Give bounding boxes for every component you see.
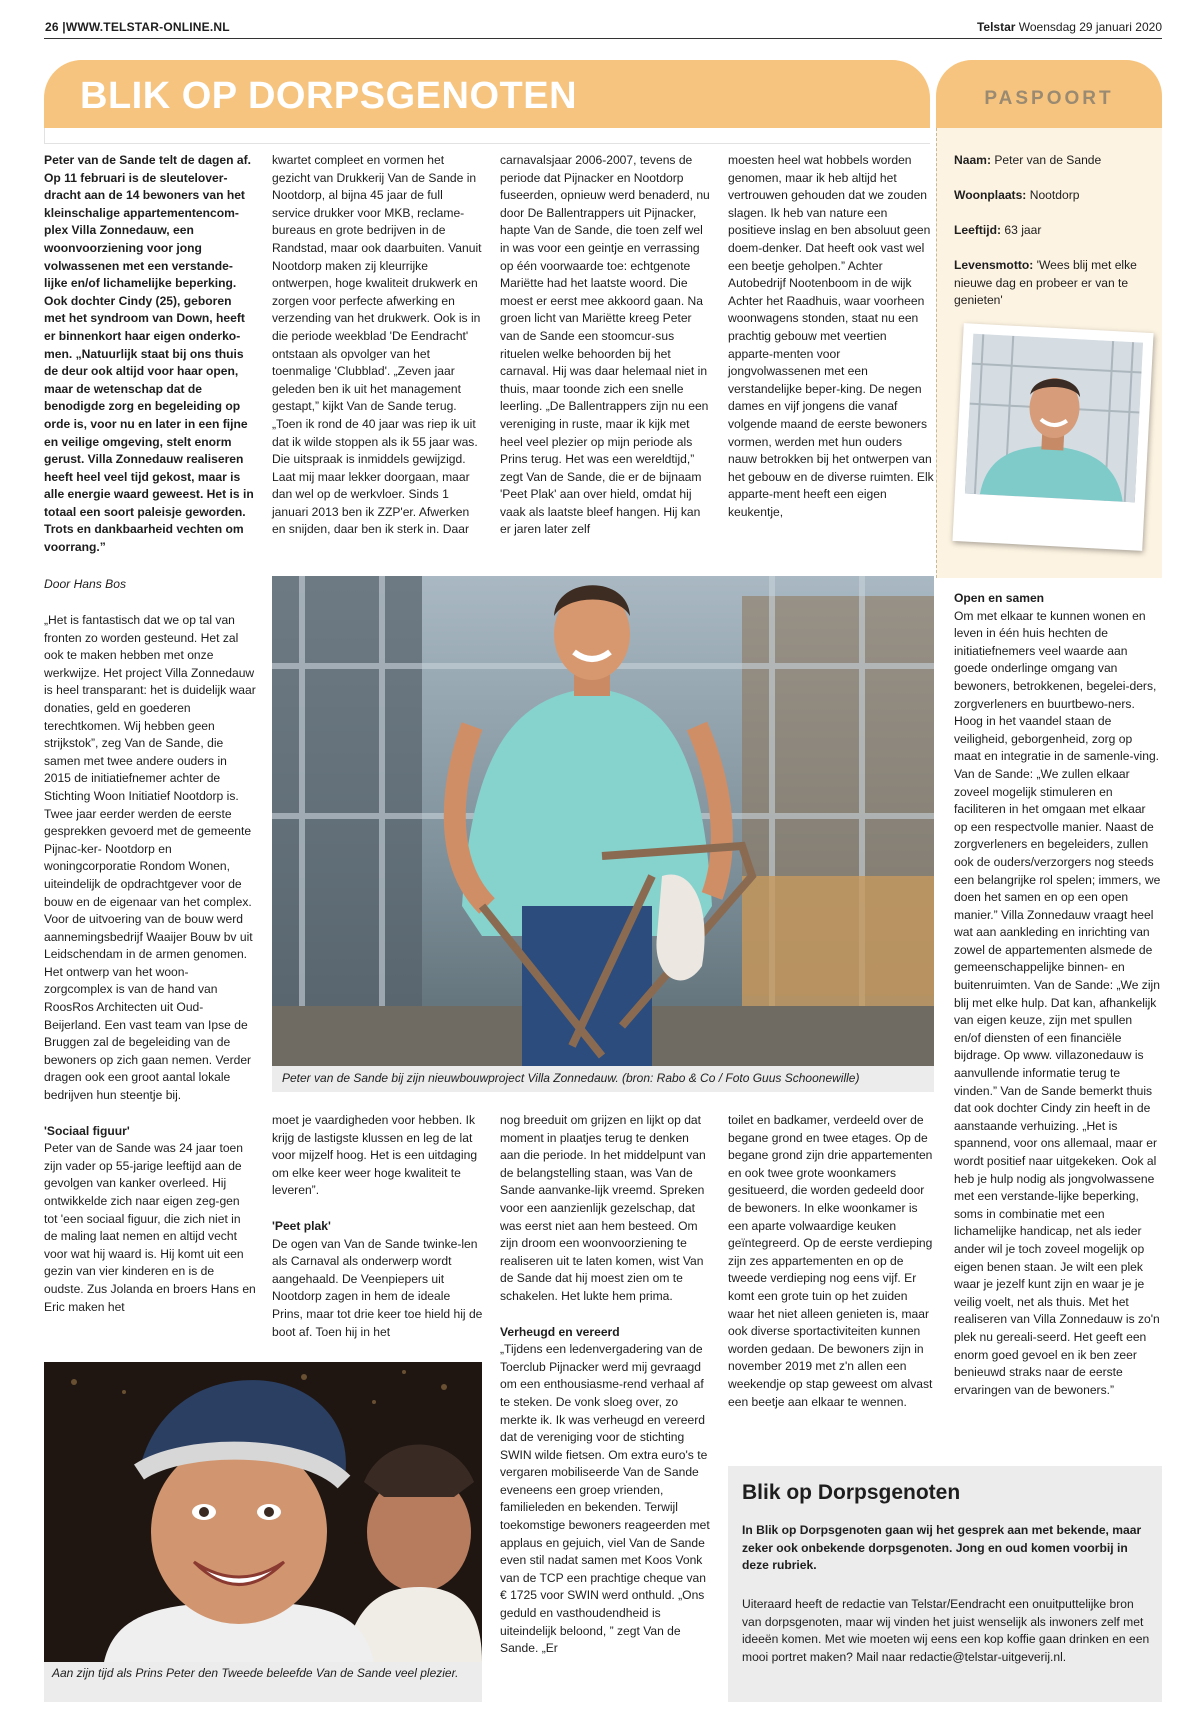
column-1-paragraph: Peter van de Sande was 24 jaar toen zijn vader op 55-jarige leeftijd aan de gevolgen van kanker overleed. Hij ontwikkelde zich naar eigen zeg-gen tot 'een sociaal figuur, die zich niet in de maling laat nemen en altijd vecht voor wat hij waard is. Hij komt uit een gezin van vier kinderen en is de oudste. Zus Jolanda en broers Hans en Eric maken het xyxy=(44,1141,256,1314)
column-4-bottom: toilet en badkamer, verdeeld over de begane grond en twee etages. Op de begane grond zijn drie appartementen en ook twee grote woonkamers gesitueerd, die worden gedeeld door de bewoners. In elke woonkamer is een aparte volwaardige keuken geïntegreerd. Op de eerste verdieping zijn zes appartementen en op de tweede verdieping nog eens vijf. Er komt een grote tuin op het zuiden waar het niet alleen genieten is, maar ook diverse sportactiviteiten kunnen worden gedaan. De bewoners zijn in november 2019 met z'n allen een weekendje op stap geweest om alvast een beetje aan elkaar te wennen. xyxy=(728,1113,933,1409)
banner-underline xyxy=(44,128,930,144)
portrait-illustration xyxy=(965,334,1143,503)
paspoort-name xyxy=(954,152,1154,170)
main-photo-illustration xyxy=(272,576,934,1066)
residence-label: Woonplaats: xyxy=(954,188,1027,202)
main-caption-text: Peter van de Sande bij zijn nieuwbouwproject Villa Zonnedauw. (bron: Rabo & Co / Foto Guus Schoonewille) xyxy=(282,1071,860,1085)
paspoort-motto xyxy=(954,257,1154,310)
site-url[interactable]: WWW.TELSTAR-ONLINE.NL xyxy=(65,20,230,34)
portrait-polaroid xyxy=(952,323,1153,551)
page-number: 26 xyxy=(45,20,59,34)
column-3-paragraph: nog breeduit om grijzen en lijkt op dat moment in plaatjes terug te denken aan die periode. In het middelpunt van de belangstelling staan, was Van de Sande aanvanke-lijk vreemd. Spreken voor een aanzienlijk gezelschap, dat was eerst niet aan hem besteed. Om zijn droom een woonvoorziening te realiseren uit te laten komen, wist Van de Sande dat hij moest zien om te schakelen. Het lukte hem prima. xyxy=(500,1113,706,1303)
column-2-paragraph: moet je vaardigheden voor hebben. Ik krijg de lastigste klussen en leg de lat voor mijzelf hoog. Het is een uitdaging om elke keer weer hoge kwaliteit te leveren”. xyxy=(272,1113,478,1198)
column-3-top: carnavalsjaar 2006-2007, tevens de periode dat Pijnacker en Nootdorp fuseerden, opnieuw werd benaderd, nu door De Ballentrappers uit Pijnacker, hapte Van de Sande, die toen zelf wel in was voor een geintje en verrassing op één voorwaarde toe: echtgenote Mariëtte had het laatste woord. Die moest er eerst mee akkoord gaan. Na groen licht van Mariëtte kreeg Peter van de Sande een stoomcur-sus rituelen welke behoorden bij het carnaval. Hij was daar helemaal niet in thuis, maar toonde zich een snelle leerling. „De Ballentrappers zijn nu een vereniging in ruste, maar ik kijk met heel veel plezier op mijn periode als Prins terug. Het was een wereldtijd,” zegt Van de Sande, die er de bijnaam 'Peet Plak' aan over hield, omdat hij vaak als laatste bleef hangen. Hij kan er jaren later zelf xyxy=(500,153,710,537)
column-2-bottom xyxy=(272,1112,484,1341)
subheading-verheugd: Verheugd en vereerd xyxy=(500,1324,620,1339)
info-box-body: Uiteraard heeft de redactie van Telstar/Eendracht een onuitputtelijke bron van dorpsgenoten, maar wij vinden het juist wenselijk als inwoners zelf met ideeën komen. Met wie moeten wij eens een kop koffie gaan drinken en een mooi portret maken? Mail naar redactie@telstar-uitgeverij.nl. xyxy=(742,1597,1150,1664)
name-value: Peter van de Sande xyxy=(994,153,1102,167)
portrait-photo xyxy=(965,334,1143,503)
column-1-body xyxy=(44,612,256,1316)
prince-photo-illustration xyxy=(44,1362,482,1662)
age-value: 63 jaar xyxy=(1004,223,1042,237)
subheading-peet: 'Peet plak' xyxy=(272,1218,331,1233)
column-3-paragraph: „Tijdens een ledenvergadering van de Toerclub Pijnacker werd mij gevraagd om een enthousiasme-rend verhaal af te steken. De vonk sloeg over, zo merkte ik. Ik was verheugd en vereerd dat de vereniging voor de stichting SWIN wilde fietsen. Om extra euro's te vergaren mobiliseerde Van de Sande eveneens een groep vrienden, familieleden en bekenden. Terwijl toekomstige bewoners reageerden met applaus en gejuich, viel Van de Sande even stil nadat samen met Koos Vonk van de TCP een prachtige cheque van € 1725 voor SWIN werd onthuld. „Ons geduld en vasthoudendheid is uiteindelijk beloond, ” zegt Van de Sande. „Er xyxy=(500,1342,710,1656)
subheading-sociaal: 'Sociaal figuur' xyxy=(44,1123,130,1138)
section-title: BLIK OP DORPSGENOTEN xyxy=(80,75,578,117)
byline: Door Hans Bos xyxy=(44,577,127,591)
prince-photo-caption xyxy=(44,1662,482,1702)
column-2-paragraph: De ogen van Van de Sande twinke-len als Carnaval als onderwerp wordt aangehaald. De Veenpiepers uit Nootdorp zagen in hem de ideale Prins, maar tot drie keer toe hield hij de boot af. Toen hij in het xyxy=(272,1236,483,1339)
column-3-bottom xyxy=(500,1112,712,1658)
page-header-left xyxy=(45,20,230,34)
column-4-top: moesten heel wat hobbels worden genomen, maar ik heb altijd het vertrouwen gehouden dat we zouden slagen. Ik heb van nature een positieve inslag en ben absoluut geen doem-denker. Dat heeft ook vast wel een beetje geholpen.” Achter Autobedrijf Nootenboom in de wijk Achter het Raadhuis, waar voorheen woonwagens stonden, staat nu een prachtig gebouw met veertien apparte-menten voor jongvolwassenen met een verstandelijke beper-king. De negen dames en vijf jongens die vanaf volgende maand de eerste bewoners vormen, werden met hun ouders nauw betrokken bij het ontwerpen van het gebouw en de diverse ruimten. Elk apparte-ment heeft een eigen keukentje, xyxy=(728,153,934,519)
motto-label: Levensmotto: xyxy=(954,258,1034,272)
prince-caption-text: Aan zijn tijd als Prins Peter den Tweede beleefde Van de Sande veel plezier. xyxy=(52,1666,459,1680)
main-photo xyxy=(272,576,934,1066)
motto-value: 'Wees blij met elke nieuwe dag en probeer er van te genieten' xyxy=(954,258,1137,308)
age-label: Leeftijd: xyxy=(954,223,1002,237)
info-box-title: Blik op Dorpsgenoten xyxy=(742,1481,961,1504)
paspoort-age xyxy=(954,222,1154,240)
residence-value: Nootdorp xyxy=(1029,188,1080,202)
column-5-paragraph: Om met elkaar te kunnen wonen en leven in één huis hechten de initiatiefnemers veel waarde aan goede onderlinge omgang van bewoners, betrokkenen, begelei-ders, zorgverleners en buurtbewo-ners. Hoog in het vaandel staan de veiligheid, geborgenheid, zorg op maat en integratie in de samenle-ving. Van de Sande: „We zullen elkaar zoveel mogelijk stimuleren en faciliteren in het omgaan met elkaar op een respectvolle manier. Naast de zorgverleners en begeleiders, zullen ook de ouders/verzorgers nog steeds een belangrijke rol spelen; immers, we doen het samen en op een open manier.” Villa Zonnedauw vraagt heel wat aan aankleding en inrichting van zowel de appartementen alsmede de gemeenschappelijke binnen- en buitenruimten. Van de Sande: „We zijn blij met elke hulp. Dat kan, afhankelijk van eigen keuze, zijn met spullen en/of diensten of een financiële bijdrage. Op www. villazonedauw is aanvullende informatie terug te vinden.” Van de Sande bemerkt thuis dat ook dochter Cindy zin heeft in de aanstaande verhuizing. „Het is spannend, voor ons allemaal, maar er wordt positief naar uitgekeken. Ook al heb je hulp nodig als jongvolwassene met een verstande-lijke beperking, soms in combinatie met een lichamelijke handicap, net als ieder ander wil je toch zoveel mogelijk op eigen benen staan. Je wilt een plek waar je jezelf kunt zijn en waar je je veilig voelt, net als thuis. Met het realiseren van Villa Zonnedauw is zo'n plek nu gereali-seerd. Het geeft een enorm goed gevoel en ik ben zeer benieuwd straks naar de eerste ervaringen van de bewoners.” xyxy=(954,608,1161,1397)
main-photo-caption xyxy=(272,1066,934,1092)
column-2-top: kwartet compleet en vormen het gezicht van Drukkerij Van de Sande in Nootdorp, al bijna 45 jaar de full service drukker voor MKB, reclame-bureaus en grote bedrijven in de Randstad, maar ook daarbuiten. Vanuit Nootdorp maken zij kleurrijke ontwerpen, hoge kwaliteit drukwerk en zorgen voor perfecte afwerking en verzending van het drukwerk. Ook is in die periode weekblad 'De Eendracht' ontstaan als opvolger van het toenmalige 'Clubblad'. „Zeven jaar geleden ben ik uit het management gestapt,” kijkt Van de Sande terug. „Toen ik rond de 40 jaar was riep ik uit dat ik wilde stoppen als ik 55 jaar was. Die uitspraak is inmiddels gewijzigd. Laat mij maar lekker doorgaan, maar dan wel op de werkvloer. Sinds 1 januari 2013 ben ik ZZP'er. Afwerken en snijden, daar ben ik sterk in. Daar xyxy=(272,153,482,537)
header-rule xyxy=(44,38,1162,39)
subheading-open: Open en samen xyxy=(954,591,1045,605)
header-separator: | xyxy=(62,20,66,34)
issue-date: Woensdag 29 januari 2020 xyxy=(1018,20,1162,34)
paspoort-residence xyxy=(954,187,1154,205)
column-5 xyxy=(954,590,1162,1399)
article-lead: Peter van de Sande telt de dagen af. Op 11 februari is de sleutelover-dracht aan de 14 bewoners van het kleinschalige appartementencom-plex Villa Zonnedauw, een woonvoorziening voor jong volwassenen met een verstande-lijke en/of lichamelijke beperking. Ook dochter Cindy (25), geboren met het syndroom van Down, heeft er binnenkort haar eigen onderko-men. „Natuurlijk staat bij ons thuis de deur ook altijd voor haar open, maar de wetenschap dat de benodigde zorg en begeleiding op orde is, voor nu en later in een fijne en veilige omgeving, stelt enorm gerust. Villa Zonnedauw realiseren heeft heel veel tijd gekost, maar is alle energie waard geweest. Het is in totaal een soort paleisje geworden. Trots en dankbaarheid vechten om voorrang.” xyxy=(44,153,254,555)
column-1-paragraph: „Het is fantastisch dat we op tal van fronten zo worden gesteund. Het zal ook te maken hebben met onze werkwijze. Het project Villa Zonnedauw is heel transparant: het is duidelijk waar donaties, geld en goederen terechtkomen. Wij hebben geen strijkstok”, zeg Van de Sande, die samen met twee andere ouders in 2015 de initiatiefnemer achter de Stichting Woon Initiatief Nootdorp is. Twee jaar eerder werden de eerste gesprekken gevoerd met de gemeente Pijnac-ker- Nootdorp en woningcorporatie Rondom Wonen, uiteindelijk de opdrachtgever voor de bouw en de eigenaar van het complex. Voor de uitvoering van de bouw werd aannemingsbedrijf Waaijer Bouw bv uit Leidschendam in de armen genomen. Het ontwerp van het woon-zorgcomplex is van de hand van RoosRos Architecten uit Oud-Beijerland. Een vast team van Ipse de Bruggen zal de begeleiding van de bewoners op zich gaan nemen. Verder dragen ook een groot aantal lokale bedrijven hun steentje bij. xyxy=(44,613,256,1103)
name-label: Naam: xyxy=(954,153,991,167)
publication-name: Telstar xyxy=(976,20,1016,34)
info-box-lead: In Blik op Dorpsgenoten gaan wij het gesprek aan met bekende, maar zeker ook onbekende dorpsgenoten. Jong en oud komen voorbij in deze rubriek. xyxy=(742,1523,1142,1573)
page-header-right xyxy=(977,20,1162,34)
paspoort-title: PASPOORT xyxy=(984,88,1114,109)
prince-photo xyxy=(44,1362,482,1662)
